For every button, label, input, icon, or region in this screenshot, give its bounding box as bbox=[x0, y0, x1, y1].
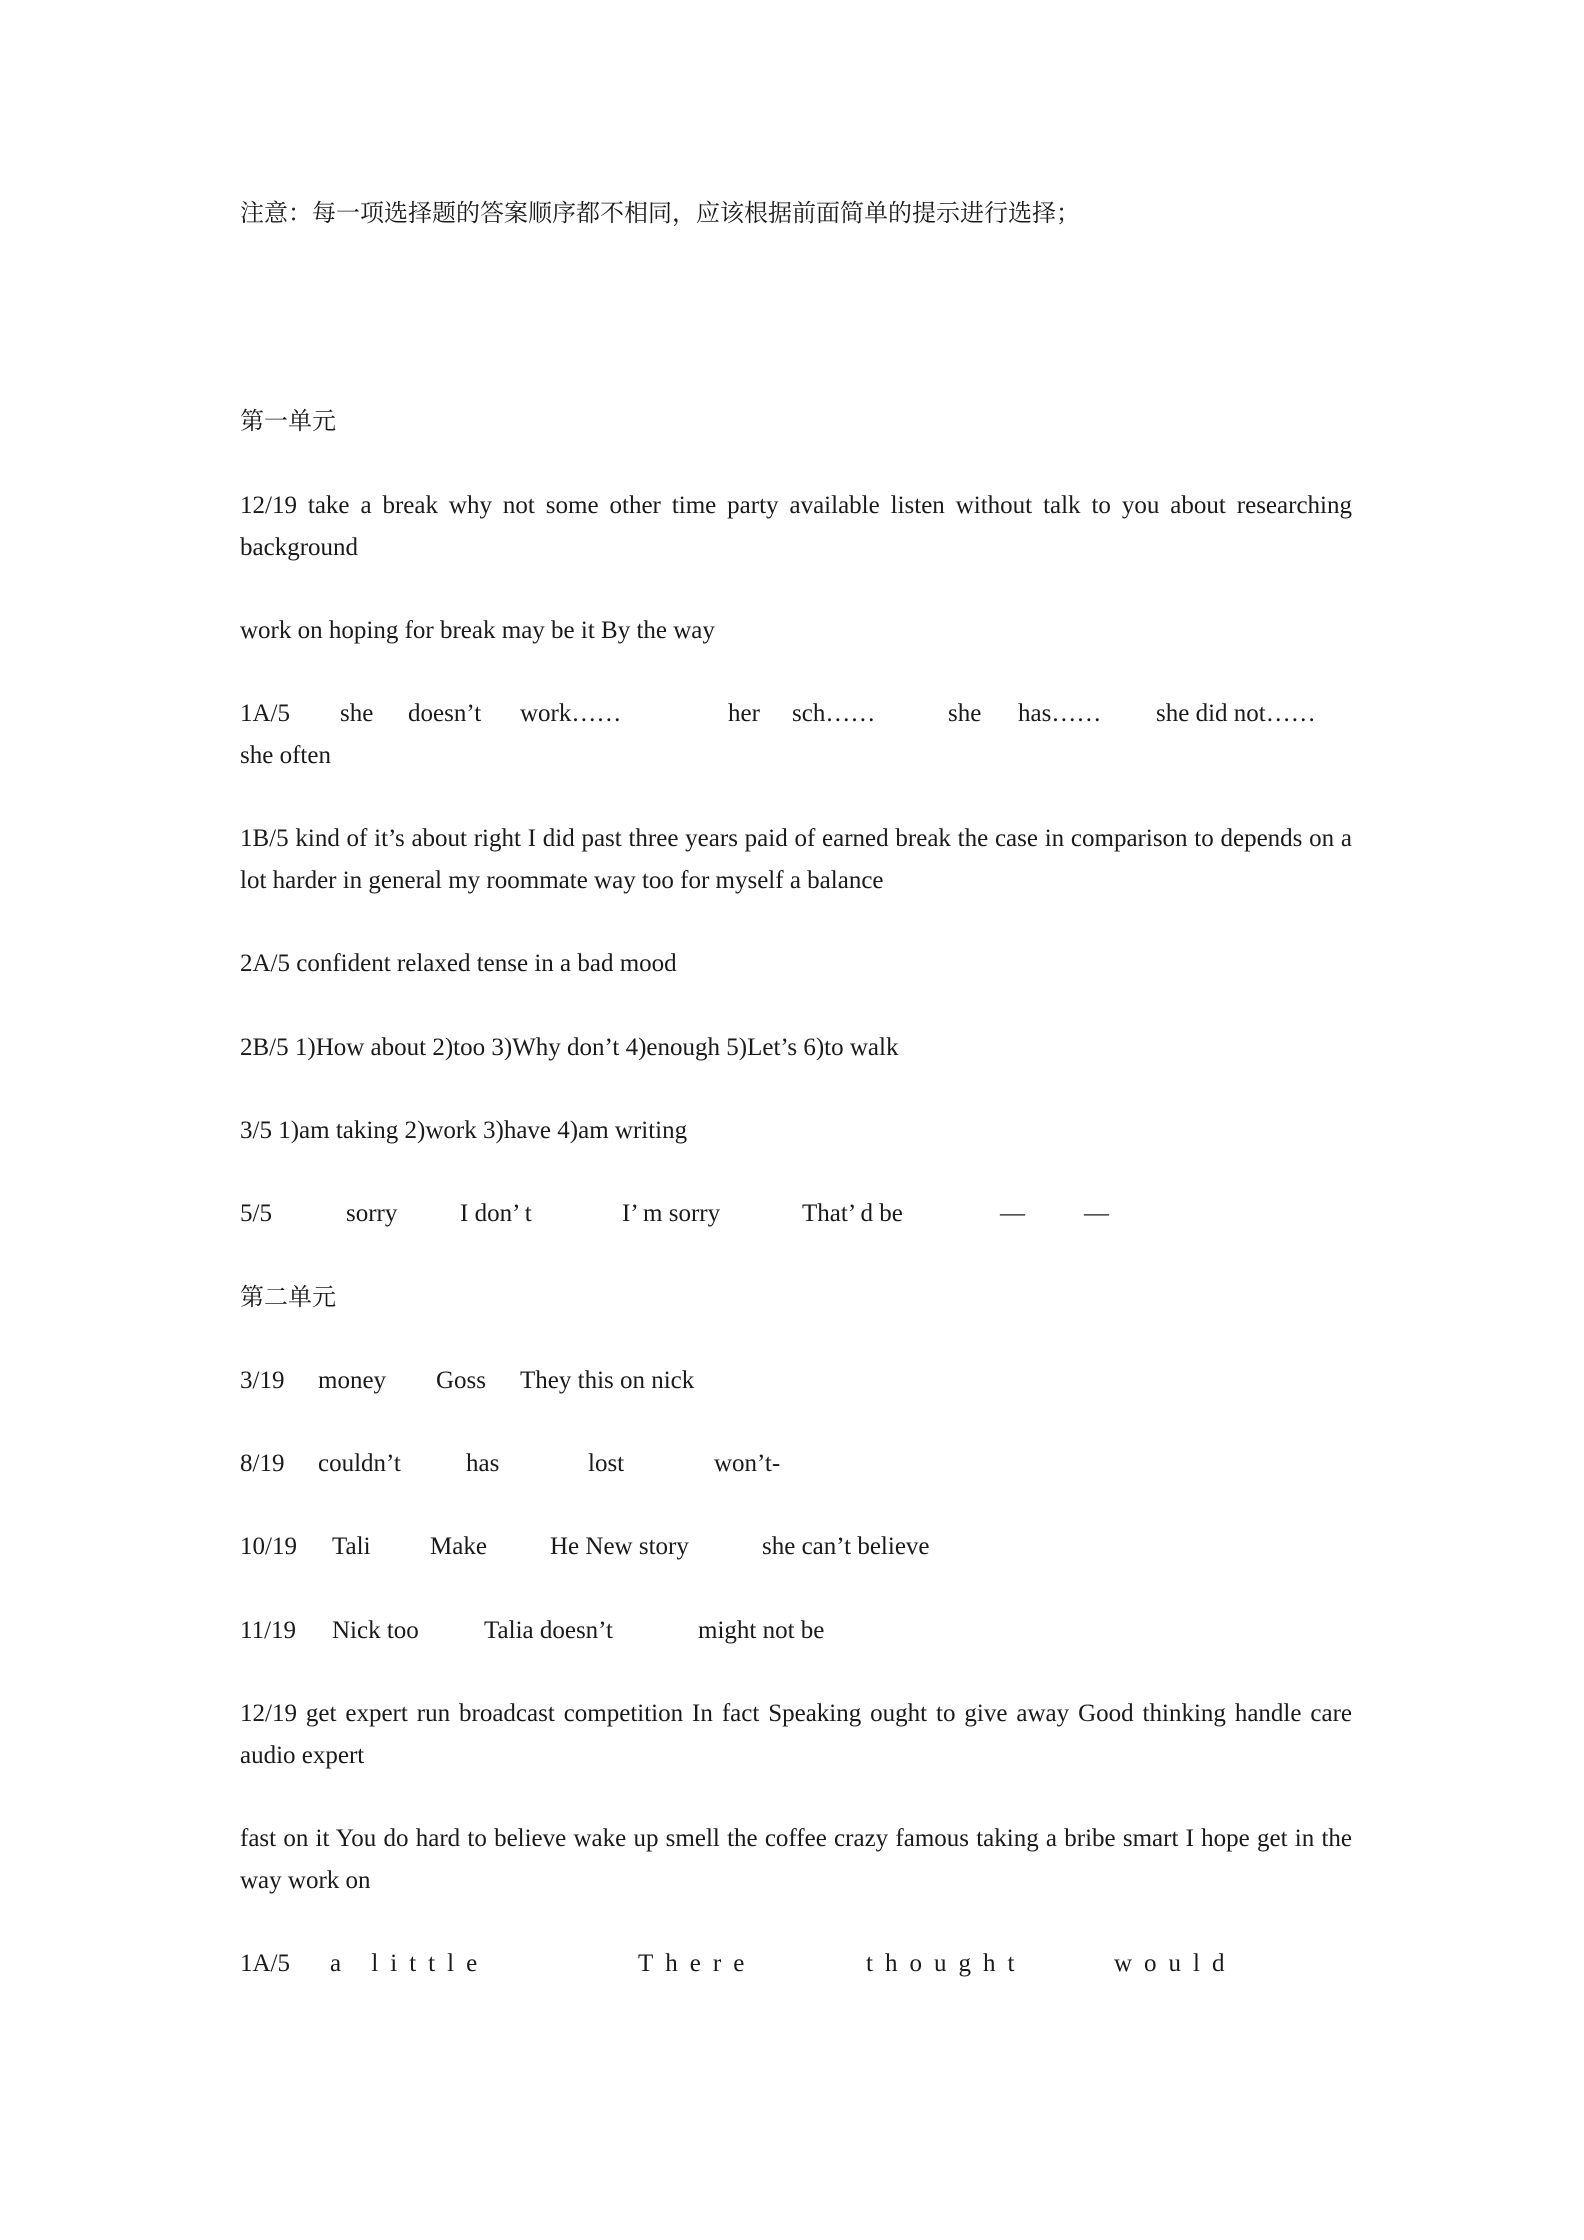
unit2-answer-cont: fast on it You do hard to believe wake up smell the coffee crazy famous taking a bribe smart I hope get in the way work on bbox=[240, 1825, 1352, 1894]
question-number: 3/19 bbox=[240, 1367, 285, 1394]
answer-item: thought bbox=[866, 1950, 1027, 1977]
unit2-answer-12-19: 12/19 get expert run broadcast competition In fact Speaking ought to give away Good thinking handle care audio expert bbox=[240, 1700, 1352, 1769]
answer-item: — bbox=[1084, 1200, 1109, 1227]
answer-item: sch…… bbox=[792, 700, 876, 727]
unit1-answer-cont: work on hoping for break may be it By the way bbox=[240, 617, 715, 644]
answer-item: has bbox=[466, 1450, 500, 1477]
unit1-answer-2a: 2A/5 confident relaxed tense in a bad mood bbox=[240, 950, 677, 977]
answer-item: lost bbox=[588, 1450, 625, 1477]
answer-item: They this on nick bbox=[520, 1367, 695, 1394]
answer-item: she bbox=[948, 700, 982, 727]
answer-item: might not be bbox=[698, 1617, 825, 1644]
answer-item: sorry bbox=[346, 1200, 398, 1227]
unit1-answer-12-19: 12/19 take a break why not some other time party available listen without talk to you about researching background bbox=[240, 492, 1352, 561]
question-number: 8/19 bbox=[240, 1450, 285, 1477]
answer-item: There bbox=[638, 1950, 757, 1977]
answer-item: she can’t believe bbox=[762, 1533, 930, 1560]
answer-item: I don’ t bbox=[460, 1200, 532, 1227]
answer-item: she bbox=[340, 700, 374, 727]
answer-item: won’t- bbox=[714, 1450, 781, 1477]
question-number: 10/19 bbox=[240, 1533, 297, 1560]
answer-item: would bbox=[1114, 1950, 1237, 1977]
answer-item: Talia doesn’t bbox=[484, 1617, 614, 1644]
answer-item: Make bbox=[430, 1533, 487, 1560]
answer-item: has…… bbox=[1018, 700, 1102, 727]
unit2-heading: 第二单元 bbox=[240, 1283, 336, 1311]
answer-item: couldn’t bbox=[318, 1450, 401, 1477]
answer-item: That’ d be bbox=[802, 1200, 903, 1227]
question-number: 5/5 bbox=[240, 1200, 272, 1227]
answer-item: doesn’t bbox=[408, 700, 482, 727]
answer-item: Nick too bbox=[332, 1617, 419, 1644]
answer-item: I’ m sorry bbox=[622, 1200, 721, 1227]
answer-item: her bbox=[728, 700, 760, 727]
question-number: 1A/5 bbox=[240, 700, 290, 727]
notice-text: 注意：每一项选择题的答案顺序都不相同，应该根据前面简单的提示进行选择； bbox=[240, 199, 1080, 227]
answer-item: a little bbox=[330, 1950, 490, 1977]
answer-item: money bbox=[318, 1367, 387, 1394]
answer-item: He New story bbox=[550, 1533, 689, 1560]
answer-item: Goss bbox=[436, 1367, 487, 1394]
unit1-heading: 第一单元 bbox=[240, 407, 336, 435]
unit1-answer-3: 3/5 1)am taking 2)work 3)have 4)am writing bbox=[240, 1117, 688, 1144]
unit1-answer-2b: 2B/5 1)How about 2)too 3)Why don’t 4)enough 5)Let’s 6)to walk bbox=[240, 1034, 899, 1061]
question-number: 1A/5 bbox=[240, 1950, 290, 1977]
answer-item: — bbox=[1000, 1200, 1025, 1227]
question-number: 11/19 bbox=[240, 1617, 297, 1644]
unit1-answer-1b: 1B/5 kind of it’s about right I did past three years paid of earned break the case in comparison to depends on a lot harder in general my roommate way too for myself a balance bbox=[240, 825, 1352, 894]
answer-item: work…… bbox=[520, 700, 622, 727]
answer-item: she did not…… bbox=[1156, 700, 1316, 727]
unit1-answer-1a-cont: she often bbox=[240, 742, 331, 769]
answer-item: Tali bbox=[332, 1533, 371, 1560]
